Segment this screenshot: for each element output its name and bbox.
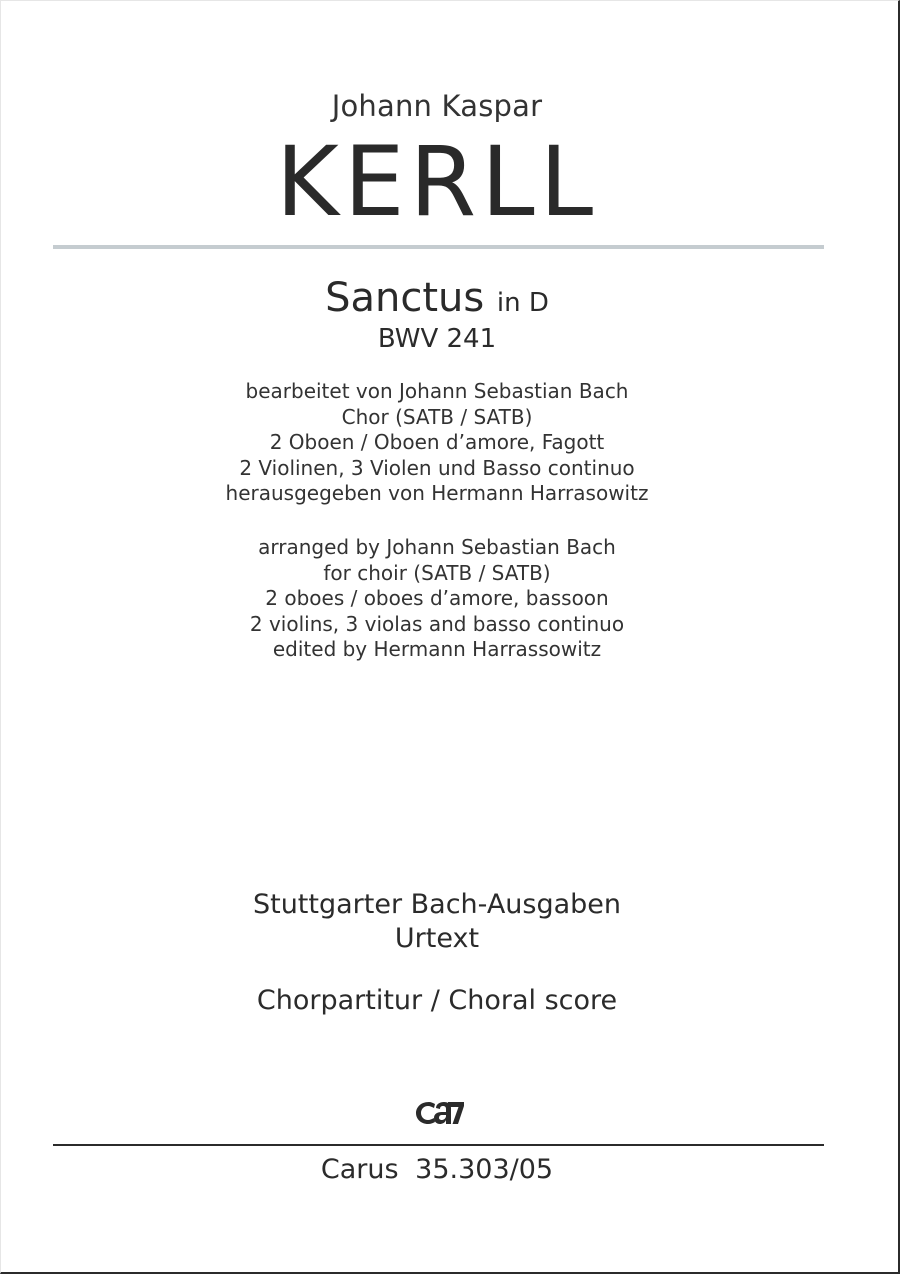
work-title (51, 275, 823, 326)
credit-line-de: 2 Violinen, 3 Violen und Basso continuo (239, 455, 635, 480)
bottom-divider (53, 1144, 824, 1146)
composer-given-names: Johann Kaspar (331, 89, 543, 123)
top-divider (53, 245, 824, 249)
series-name: Stuttgarter Bach-Ausgaben (252, 889, 622, 920)
credit-line-en: 2 oboes / oboes d’amore, bassoon (265, 586, 609, 610)
carus-logo-icon (415, 1098, 465, 1128)
composer-surname: KERLL (275, 126, 599, 238)
credit-line-en: 2 violins, 3 violas and basso continuo (249, 611, 625, 636)
credit-line-de: herausgegeben von Hermann Harrasowitz (225, 481, 649, 505)
catalog-number: BWV 241 (377, 324, 497, 354)
score-type: Chorpartitur / Choral score (256, 985, 618, 1016)
credit-line-en: arranged by Johann Sebastian Bach (258, 535, 616, 559)
credit-line-de: bearbeitet von Johann Sebastian Bach (245, 379, 629, 403)
work-title-text: Sanctus (325, 275, 485, 321)
series-block (51, 888, 823, 956)
credits-english (51, 535, 823, 663)
credits-german (51, 379, 823, 507)
credit-line-en: edited by Hermann Harrassowitz (272, 637, 602, 661)
work-key: in D (496, 288, 549, 318)
credit-line-de: Chor (SATB / SATB) (341, 404, 533, 429)
credit-line-de: 2 Oboen / Oboen d’amore, Fagott (269, 430, 605, 454)
publisher-catalog: Carus 35.303/05 (320, 1154, 554, 1185)
edition-type: Urtext (394, 923, 480, 954)
credit-line-en: for choir (SATB / SATB) (323, 560, 551, 585)
